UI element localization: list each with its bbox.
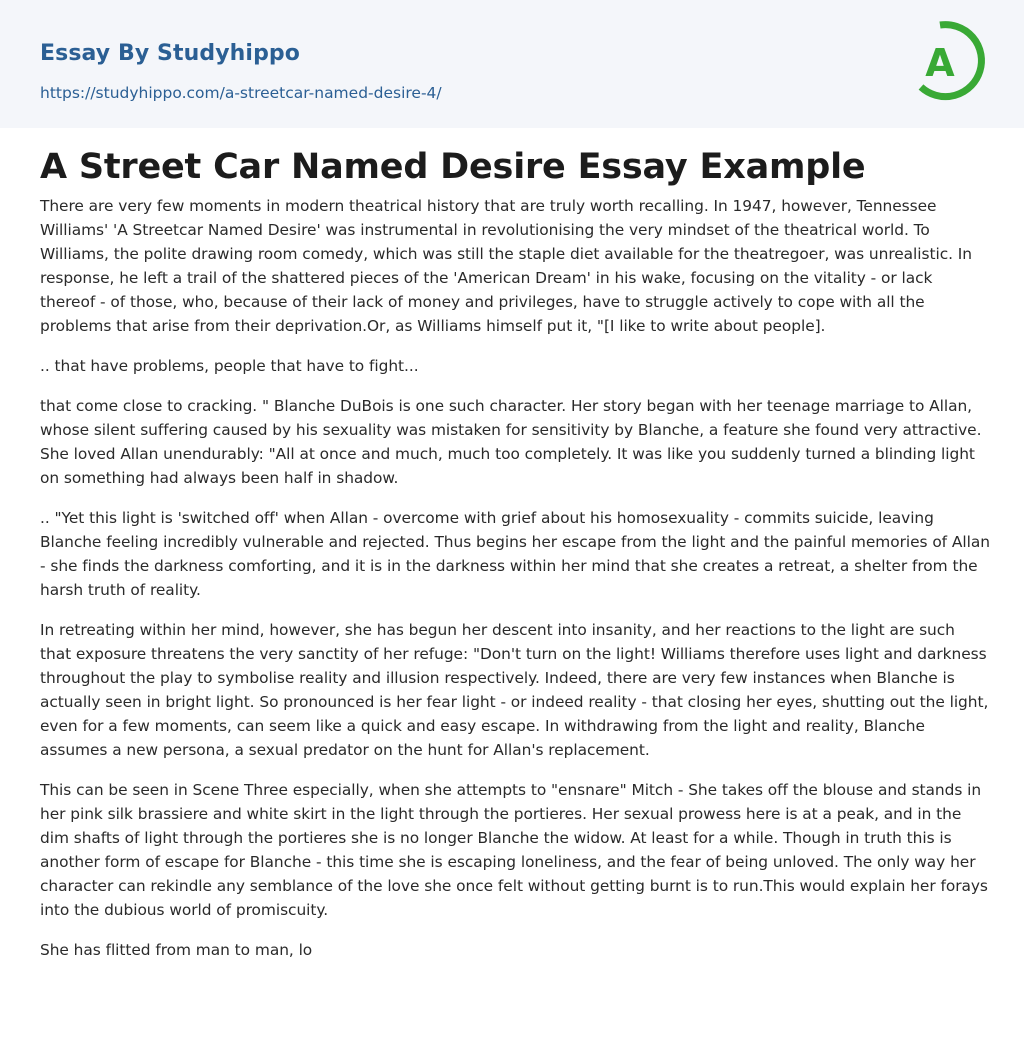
essay-paragraph: She has flitted from man to man, lo [40,941,313,959]
site-header [0,0,1024,128]
essay-paragraph: .. that have problems, people that have to fight... [40,357,419,375]
essay-paragraph: This can be seen in Scene Three especially, when she attempts to "ensnare" Mitch - She takes off the blouse and stands in her pink silk brassiere and white skirt in the light through the portieres. Her sexual prowess here is at a peak, and in the dim shafts of light through the portieres she is no longer Blanche the widow. At least for a while. Though in truth this is another form of escape for Blanche - this time she is escaping loneliness, and the fear of being unloved. The only way her character can rekindle any semblance of the love she once felt without getting burnt is to run.This would explain her forays into the dubious world of promiscuity. [40,781,988,919]
logo-letter: A [925,41,955,85]
page-title: A Street Car Named Desire Essay Example [40,147,866,187]
essay-paragraph: There are very few moments in modern theatrical history that are truly worth recalling. In 1947, however, Tennessee Williams' 'A Streetcar Named Desire' was instrumental in revolutionising the very mindset of the theatrical world. To Williams, the polite drawing room comedy, which was still the staple diet available for the theatregoer, was unrealistic. In response, he left a trail of the shattered pieces of the 'American Dream' in his wake, focusing on the vitality - or lack thereof - of those, who, because of their lack of money and privileges, have to struggle actively to cope with all the problems that arise from their deprivation.Or, as Williams himself put it, "[I like to write about people]. [40,197,972,335]
studyhippo-logo[interactable] [910,18,988,106]
essay-paragraph: In retreating within her mind, however, she has begun her descent into insanity, and her reactions to the light are such that exposure threatens the very sanctity of her refuge: "Don't turn on the light! Williams therefore uses light and darkness throughout the play to symbolise reality and illusion respectively. Indeed, there are very few instances when Blanche is actually seen in bright light. So pronounced is her fear light - or indeed reality - that closing her eyes, shutting out the light, even for a few moments, can seem like a quick and easy escape. In withdrawing from the light and reality, Blanche assumes a new persona, a sexual predator on the hunt for Allan's replacement. [40,621,989,759]
essay-paragraph: that come close to cracking. " Blanche DuBois is one such character. Her story began with her teenage marriage to Allan, whose silent suffering caused by his sexuality was mistaken for sensitivity by Blanche, a feature she found very attractive. She loved Allan unendurably: "All at once and much, much too completely. It was like you suddenly turned a blinding light on something had always been half in shadow. [40,397,982,487]
site-title[interactable]: Essay By Studyhippo [40,41,300,66]
logo-ring-icon [910,18,988,106]
essay-body [40,194,990,978]
essay-url-link[interactable]: https://studyhippo.com/a-streetcar-named-desire-4/ [40,84,442,102]
essay-paragraph: .. "Yet this light is 'switched off' when Allan - overcome with grief about his homosexuality - commits suicide, leaving Blanche feeling incredibly vulnerable and rejected. Thus begins her escape from the light and the painful memories of Allan - she finds the darkness comforting, and it is in the darkness within her mind that she creates a retreat, a shelter from the harsh truth of reality. [40,509,990,599]
